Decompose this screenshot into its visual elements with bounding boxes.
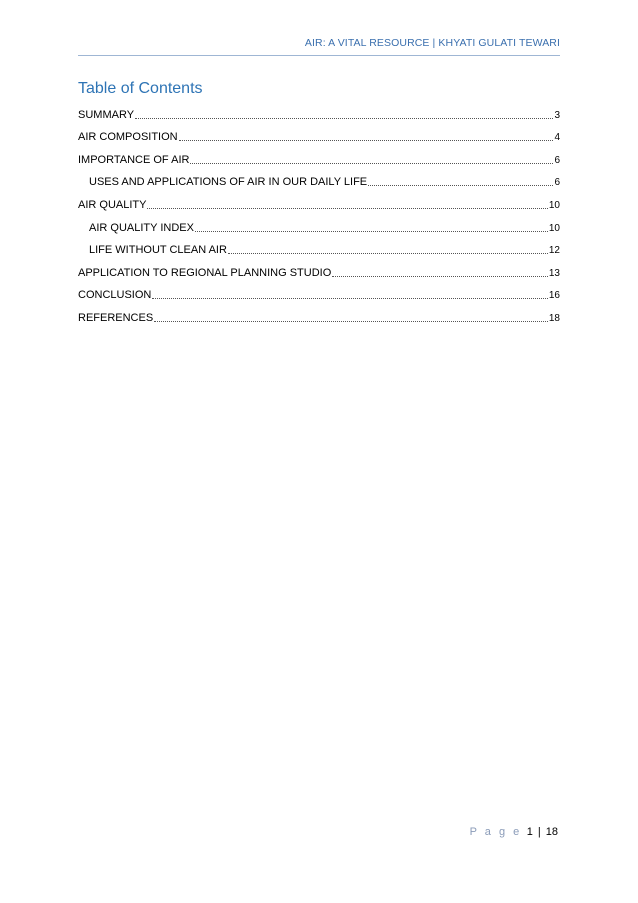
toc-entry-application-to-regional-planning[interactable] xyxy=(78,257,560,280)
footer-separator: | xyxy=(537,826,541,838)
toc-entry-label: USES AND APPLICATIONS OF AIR IN OUR DAILY LIFE xyxy=(89,176,368,189)
toc-entry-label: SUMMARY xyxy=(78,108,135,121)
header-rule xyxy=(78,55,560,56)
toc-entry-page: 6 xyxy=(554,177,560,189)
toc-leader-dots xyxy=(152,298,548,299)
toc-entry-label: AIR QUALITY xyxy=(78,198,147,211)
toc-entry-label: LIFE WITHOUT CLEAN AIR xyxy=(89,244,227,257)
toc-leader-dots xyxy=(190,163,553,164)
toc-entry-page: 3 xyxy=(554,109,560,121)
toc-entry-label: CONCLUSION xyxy=(78,289,152,302)
toc-leader-dots xyxy=(135,118,553,119)
toc-entry-air-quality-index[interactable] xyxy=(78,212,560,235)
toc-leader-dots xyxy=(368,185,553,186)
toc-title: Table of Contents xyxy=(78,80,203,97)
footer-total-pages: 18 xyxy=(545,826,558,838)
footer-current-page: 1 xyxy=(526,826,533,838)
toc-entry-page: 16 xyxy=(548,290,560,302)
toc-leader-dots xyxy=(154,321,548,322)
page-footer xyxy=(470,826,558,838)
toc-entry-air-composition[interactable] xyxy=(78,122,560,145)
running-header: AIR: A VITAL RESOURCE | KHYATI GULATI TEWARI xyxy=(304,37,560,49)
toc-entry-label: APPLICATION TO REGIONAL PLANNING STUDIO xyxy=(78,266,332,279)
toc-entry-label: IMPORTANCE OF AIR xyxy=(78,153,190,166)
toc-entry-page: 18 xyxy=(548,312,560,324)
toc-entry-references[interactable] xyxy=(78,302,560,325)
toc-entry-page: 12 xyxy=(548,245,560,257)
toc-entry-page: 13 xyxy=(548,267,560,279)
toc-entry-label: AIR QUALITY INDEX xyxy=(89,221,194,234)
toc-leader-dots xyxy=(147,208,547,209)
toc-entry-page: 10 xyxy=(548,199,560,211)
toc-leader-dots xyxy=(179,140,554,141)
toc-list xyxy=(78,99,560,325)
toc-entry-uses-and-applications[interactable] xyxy=(78,167,560,190)
toc-leader-dots xyxy=(228,253,548,254)
toc-entry-label: REFERENCES xyxy=(78,311,154,324)
toc-entry-page: 6 xyxy=(554,154,560,166)
toc-entry-page: 10 xyxy=(548,222,560,234)
footer-page-word: P a g e xyxy=(469,826,522,838)
toc-leader-dots xyxy=(195,231,548,232)
toc-entry-summary[interactable] xyxy=(78,99,560,122)
toc-entry-label: AIR COMPOSITION xyxy=(78,131,178,144)
toc-entry-conclusion[interactable] xyxy=(78,280,560,303)
toc-entry-importance-of-air[interactable] xyxy=(78,144,560,167)
toc-entry-life-without-clean-air[interactable] xyxy=(78,235,560,258)
toc-entry-page: 4 xyxy=(554,132,560,144)
toc-entry-air-quality[interactable] xyxy=(78,189,560,212)
toc-leader-dots xyxy=(332,276,548,277)
